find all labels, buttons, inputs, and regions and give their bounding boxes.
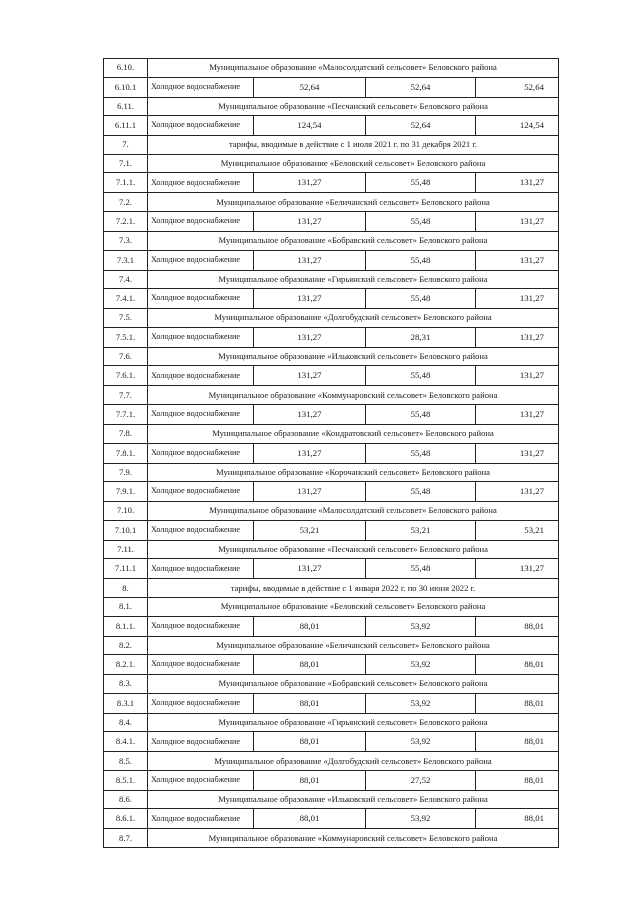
- service-name: Холодное водоснабжение: [148, 116, 254, 136]
- row-number: 8.2.: [104, 636, 148, 655]
- section-header-row: [104, 231, 559, 250]
- tariff-value-3: 131,27: [476, 559, 559, 579]
- tariff-value-2: 55,48: [366, 404, 476, 424]
- tariff-value-1: 131,27: [254, 289, 366, 309]
- row-number: 7.3.: [104, 231, 148, 250]
- tariff-value-2: 28,31: [366, 327, 476, 347]
- tariff-value-1: 88,01: [254, 616, 366, 636]
- row-number: 7.8.: [104, 424, 148, 443]
- service-name: Холодное водоснабжение: [148, 173, 254, 193]
- tariff-value-1: 88,01: [254, 693, 366, 713]
- tariff-value-1: 88,01: [254, 770, 366, 790]
- section-header-row: [104, 136, 559, 155]
- tariff-data-row: [104, 559, 559, 579]
- tariff-value-3: 131,27: [476, 404, 559, 424]
- section-header-row: [104, 636, 559, 655]
- tariff-value-3: 53,21: [476, 520, 559, 540]
- tariff-value-1: 131,27: [254, 173, 366, 193]
- tariff-value-1: 131,27: [254, 559, 366, 579]
- tariff-value-1: 131,27: [254, 482, 366, 502]
- section-title: Муниципальное образование «Гирьянский сельсовет» Беловского района: [148, 270, 559, 289]
- section-title: Муниципальное образование «Песчанский сельсовет» Беловского района: [148, 97, 559, 116]
- row-number: 8.6.: [104, 790, 148, 809]
- tariff-value-1: 131,27: [254, 327, 366, 347]
- tariff-value-3: 131,27: [476, 482, 559, 502]
- tariff-value-2: 55,48: [366, 482, 476, 502]
- row-number: 7.11.: [104, 540, 148, 559]
- tariff-value-3: 88,01: [476, 693, 559, 713]
- service-name: Холодное водоснабжение: [148, 327, 254, 347]
- row-number: 8.7.: [104, 829, 148, 848]
- row-number: 8.2.1.: [104, 655, 148, 675]
- tariff-value-2: 53,21: [366, 520, 476, 540]
- tariff-value-3: 88,01: [476, 770, 559, 790]
- tariff-value-3: 88,01: [476, 655, 559, 675]
- tariff-data-row: [104, 211, 559, 231]
- section-title: Муниципальное образование «Беловский сельсовет» Беловского района: [148, 597, 559, 616]
- tariff-value-1: 131,27: [254, 366, 366, 386]
- tariff-value-1: 131,27: [254, 250, 366, 270]
- tariff-data-row: [104, 327, 559, 347]
- section-header-row: [104, 675, 559, 694]
- service-name: Холодное водоснабжение: [148, 366, 254, 386]
- tariff-value-3: 131,27: [476, 366, 559, 386]
- tariff-data-row: [104, 289, 559, 309]
- tariff-value-1: 52,64: [254, 77, 366, 97]
- tariff-data-row: [104, 404, 559, 424]
- row-number: 7.9.1.: [104, 482, 148, 502]
- section-title: Муниципальное образование «Долгобудский сельсовет» Беловского района: [148, 309, 559, 328]
- row-number: 7.4.1.: [104, 289, 148, 309]
- service-name: Холодное водоснабжение: [148, 693, 254, 713]
- service-name: Холодное водоснабжение: [148, 770, 254, 790]
- row-number: 7.8.1.: [104, 443, 148, 463]
- tariff-value-3: 131,27: [476, 443, 559, 463]
- section-header-row: [104, 752, 559, 771]
- service-name: Холодное водоснабжение: [148, 482, 254, 502]
- tariff-value-2: 55,48: [366, 443, 476, 463]
- service-name: Холодное водоснабжение: [148, 404, 254, 424]
- section-title: Муниципальное образование «Песчанский сельсовет» Беловского района: [148, 540, 559, 559]
- tariff-value-1: 131,27: [254, 211, 366, 231]
- service-name: Холодное водоснабжение: [148, 732, 254, 752]
- row-number: 7.5.: [104, 309, 148, 328]
- row-number: 7.2.1.: [104, 211, 148, 231]
- row-number: 7.4.: [104, 270, 148, 289]
- section-title: Муниципальное образование «Беличанский сельсовет» Беловского района: [148, 636, 559, 655]
- tariff-data-row: [104, 693, 559, 713]
- tariff-value-2: 55,48: [366, 366, 476, 386]
- section-header-row: [104, 97, 559, 116]
- section-header-row: [104, 424, 559, 443]
- section-title: Муниципальное образование «Гирьянский сельсовет» Беловского района: [148, 713, 559, 732]
- section-header-row: [104, 829, 559, 848]
- row-number: 6.11.: [104, 97, 148, 116]
- section-title: Муниципальное образование «Ильковский сельсовет» Беловского района: [148, 347, 559, 366]
- section-title: Муниципальное образование «Долгобудский сельсовет» Беловского района: [148, 752, 559, 771]
- row-number: 6.10.1: [104, 77, 148, 97]
- section-title: Муниципальное образование «Малосолдатский сельсовет» Беловского района: [148, 502, 559, 521]
- tariff-value-3: 131,27: [476, 250, 559, 270]
- row-number: 8.3.: [104, 675, 148, 694]
- tariff-table-body: [104, 59, 559, 848]
- row-number: 8.3.1: [104, 693, 148, 713]
- section-header-row: [104, 386, 559, 405]
- tariff-data-row: [104, 616, 559, 636]
- section-title: Муниципальное образование «Корочанский сельсовет» Беловского района: [148, 463, 559, 482]
- section-title: тарифы, вводимые в действие с 1 июля 2021 г. по 31 декабря 2021 г.: [148, 136, 559, 155]
- tariff-value-2: 53,92: [366, 655, 476, 675]
- service-name: Холодное водоснабжение: [148, 616, 254, 636]
- section-title: Муниципальное образование «Коммунаровский сельсовет» Беловского района: [148, 386, 559, 405]
- tariff-value-2: 53,92: [366, 809, 476, 829]
- section-title: Муниципальное образование «Кондратовский сельсовет» Беловского района: [148, 424, 559, 443]
- section-header-row: [104, 59, 559, 78]
- row-number: 7.11.1: [104, 559, 148, 579]
- tariff-data-row: [104, 443, 559, 463]
- row-number: 8.1.1.: [104, 616, 148, 636]
- tariff-data-row: [104, 770, 559, 790]
- tariff-value-3: 124,54: [476, 116, 559, 136]
- section-header-row: [104, 790, 559, 809]
- row-number: 8.1.: [104, 597, 148, 616]
- tariff-value-2: 55,48: [366, 250, 476, 270]
- row-number: 7.10.: [104, 502, 148, 521]
- row-number: 7.9.: [104, 463, 148, 482]
- tariff-data-row: [104, 116, 559, 136]
- row-number: 7.1.: [104, 154, 148, 173]
- tariff-value-2: 53,92: [366, 616, 476, 636]
- tariff-value-3: 88,01: [476, 809, 559, 829]
- tariff-value-2: 53,92: [366, 693, 476, 713]
- tariff-data-row: [104, 655, 559, 675]
- section-header-row: [104, 713, 559, 732]
- section-title: Муниципальное образование «Ильковский сельсовет» Беловского района: [148, 790, 559, 809]
- row-number: 8.: [104, 579, 148, 598]
- tariff-data-row: [104, 732, 559, 752]
- tariff-value-1: 53,21: [254, 520, 366, 540]
- row-number: 7.: [104, 136, 148, 155]
- service-name: Холодное водоснабжение: [148, 809, 254, 829]
- tariff-value-3: 131,27: [476, 289, 559, 309]
- tariff-value-2: 52,64: [366, 116, 476, 136]
- tariff-value-1: 131,27: [254, 404, 366, 424]
- tariff-value-1: 124,54: [254, 116, 366, 136]
- row-number: 7.6.: [104, 347, 148, 366]
- section-header-row: [104, 309, 559, 328]
- section-title: Муниципальное образование «Коммунаровский сельсовет» Беловского района: [148, 829, 559, 848]
- service-name: Холодное водоснабжение: [148, 250, 254, 270]
- row-number: 8.4.: [104, 713, 148, 732]
- tariff-data-row: [104, 809, 559, 829]
- service-name: Холодное водоснабжение: [148, 211, 254, 231]
- tariff-value-3: 88,01: [476, 732, 559, 752]
- row-number: 7.1.1.: [104, 173, 148, 193]
- row-number: 8.5.1.: [104, 770, 148, 790]
- section-title: Муниципальное образование «Малосолдатский сельсовет» Беловского района: [148, 59, 559, 78]
- row-number: 7.3.1: [104, 250, 148, 270]
- tariff-value-2: 52,64: [366, 77, 476, 97]
- tariff-value-3: 131,27: [476, 211, 559, 231]
- section-header-row: [104, 502, 559, 521]
- row-number: 6.11.1: [104, 116, 148, 136]
- tariff-table: [103, 58, 559, 848]
- tariff-value-3: 131,27: [476, 327, 559, 347]
- tariff-value-1: 88,01: [254, 732, 366, 752]
- section-header-row: [104, 347, 559, 366]
- tariff-data-row: [104, 77, 559, 97]
- tariff-value-1: 88,01: [254, 809, 366, 829]
- section-title: Муниципальное образование «Бобравский сельсовет» Беловского района: [148, 675, 559, 694]
- section-header-row: [104, 193, 559, 212]
- section-title: тарифы, вводимые в действие с 1 января 2022 г. по 30 июня 2022 г.: [148, 579, 559, 598]
- tariff-value-2: 55,48: [366, 211, 476, 231]
- row-number: 7.6.1.: [104, 366, 148, 386]
- row-number: 6.10.: [104, 59, 148, 78]
- row-number: 8.6.1.: [104, 809, 148, 829]
- service-name: Холодное водоснабжение: [148, 289, 254, 309]
- row-number: 8.5.: [104, 752, 148, 771]
- service-name: Холодное водоснабжение: [148, 655, 254, 675]
- service-name: Холодное водоснабжение: [148, 559, 254, 579]
- tariff-value-2: 53,92: [366, 732, 476, 752]
- tariff-value-2: 55,48: [366, 289, 476, 309]
- section-title: Муниципальное образование «Беличанский сельсовет» Беловского района: [148, 193, 559, 212]
- row-number: 7.7.1.: [104, 404, 148, 424]
- row-number: 7.5.1.: [104, 327, 148, 347]
- tariff-value-3: 52,64: [476, 77, 559, 97]
- section-title: Муниципальное образование «Беловский сельсовет» Беловского района: [148, 154, 559, 173]
- section-title: Муниципальное образование «Бобравский сельсовет» Беловского района: [148, 231, 559, 250]
- tariff-value-3: 88,01: [476, 616, 559, 636]
- section-header-row: [104, 540, 559, 559]
- tariff-value-2: 55,48: [366, 173, 476, 193]
- tariff-value-2: 27,52: [366, 770, 476, 790]
- section-header-row: [104, 463, 559, 482]
- section-header-row: [104, 154, 559, 173]
- row-number: 7.10.1: [104, 520, 148, 540]
- tariff-value-1: 88,01: [254, 655, 366, 675]
- row-number: 8.4.1.: [104, 732, 148, 752]
- row-number: 7.7.: [104, 386, 148, 405]
- section-header-row: [104, 597, 559, 616]
- service-name: Холодное водоснабжение: [148, 443, 254, 463]
- tariff-data-row: [104, 520, 559, 540]
- tariff-data-row: [104, 250, 559, 270]
- service-name: Холодное водоснабжение: [148, 520, 254, 540]
- section-header-row: [104, 579, 559, 598]
- tariff-value-2: 55,48: [366, 559, 476, 579]
- row-number: 7.2.: [104, 193, 148, 212]
- tariff-data-row: [104, 366, 559, 386]
- tariff-data-row: [104, 482, 559, 502]
- section-header-row: [104, 270, 559, 289]
- service-name: Холодное водоснабжение: [148, 77, 254, 97]
- tariff-data-row: [104, 173, 559, 193]
- tariff-value-3: 131,27: [476, 173, 559, 193]
- tariff-value-1: 131,27: [254, 443, 366, 463]
